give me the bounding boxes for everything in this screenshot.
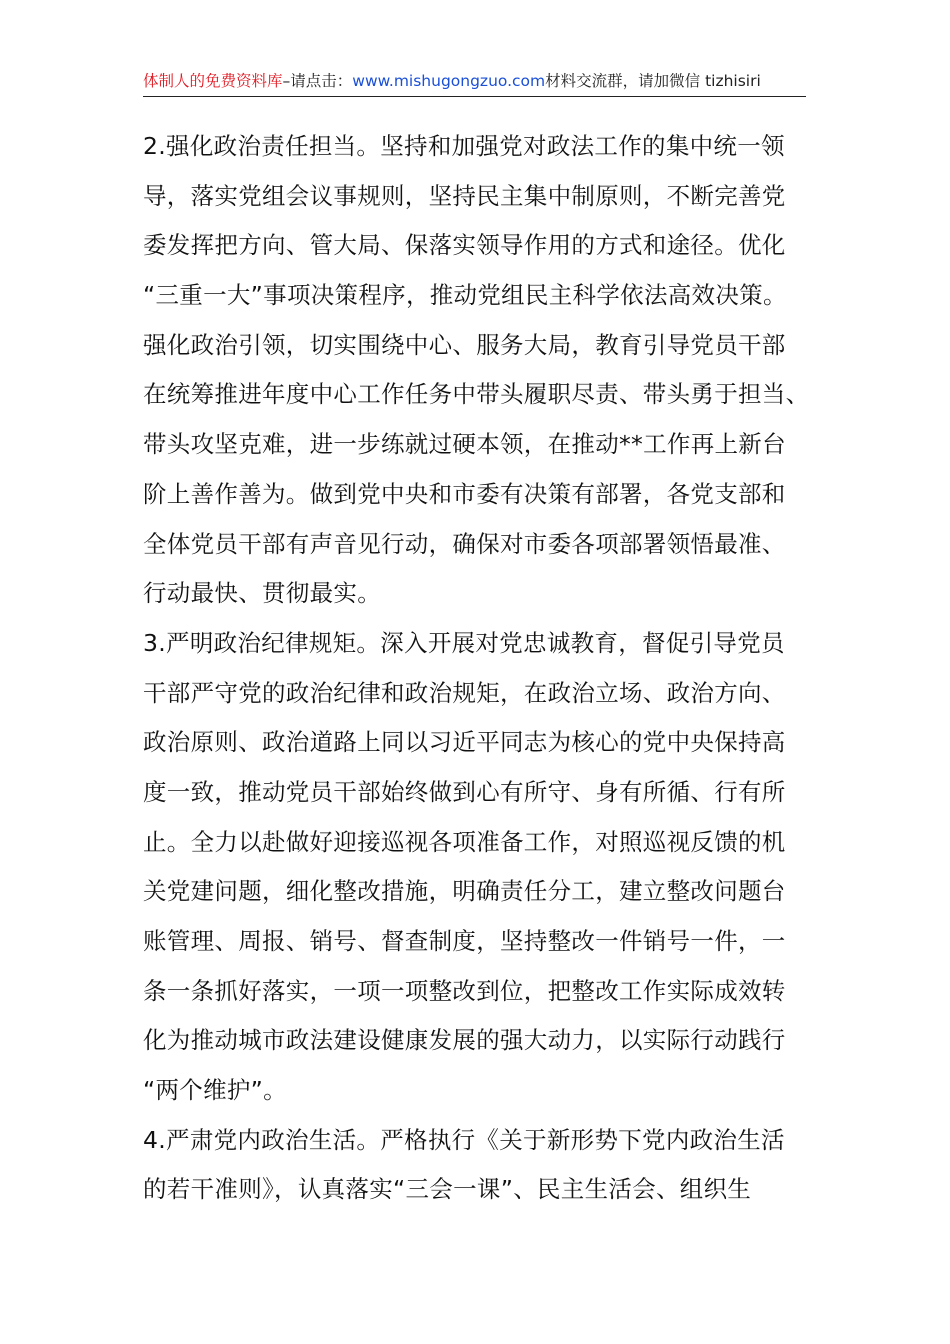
header-prompt: –请点击： [282,72,353,90]
text-line: 强化政治引领，切实围绕中心、服务大局，教育引导党员干部 [143,330,786,359]
text-line: 度一致，推动党员干部始终做到心有所守、身有所循、行有所 [143,777,786,806]
text-line: 委发挥把方向、管大局、保落实领导作用的方式和途径。优化 [143,231,786,260]
text-line: 政治原则、政治道路上同以习近平同志为核心的党中央保持高 [143,728,786,757]
text-line: 止。全力以赴做好迎接巡视各项准备工作，对照巡视反馈的机 [143,827,786,856]
header-contact: 材料交流群，请加微信 tizhisiri [545,72,761,90]
header-brand: 体制人的免费资料库 [143,72,283,90]
text-line: 的若干准则》，认真落实“三会一课”、民主生活会、组织生 [143,1175,752,1204]
text-line: 行动最快、贯彻最实。 [143,579,381,608]
text-line: 条一条抓好落实，一项一项整改到位，把整改工作实际成效转 [143,976,786,1005]
document-body [143,122,813,1215]
text-line: 全体党员干部有声音见行动，确保对市委各项部署领悟最准、 [143,529,786,558]
header-url-link[interactable]: www.mishugongzuo.com [352,72,546,90]
text-line: 账管理、周报、销号、督查制度，坚持整改一件销号一件，一 [143,927,786,955]
text-line: “两个维护”。 [143,1076,287,1105]
text-line: 4.严肃党内政治生活。严格执行《关于新形势下党内政治生活 [143,1125,785,1154]
text-line: 带头攻坚克难，进一步练就过硬本领，在推动**工作再上新台 [143,430,786,459]
text-line: 在统筹推进年度中心工作任务中带头履职尽责、带头勇于担当、 [143,380,810,409]
text-line: 关党建问题，细化整改措施，明确责任分工，建立整改问题台 [143,877,786,906]
text-line: 3.严明政治纪律规矩。深入开展对党忠诚教育，督促引导党员 [143,628,785,657]
text-line: 2.强化政治责任担当。坚持和加强党对政法工作的集中统一领 [143,132,785,160]
text-line: 化为推动城市政法建设健康发展的强大动力，以实际行动践行 [143,1026,786,1055]
text-line: “三重一大”事项决策程序，推动党组民主科学依法高效决策。 [143,281,787,310]
page-header [143,66,806,97]
text-line: 阶上善作善为。做到党中央和市委有决策有部署，各党支部和 [143,479,786,508]
text-line: 干部严守党的政治纪律和政治规矩，在政治立场、政治方向、 [143,678,786,707]
text-line: 导，落实党组会议事规则，坚持民主集中制原则，不断完善党 [143,181,786,210]
